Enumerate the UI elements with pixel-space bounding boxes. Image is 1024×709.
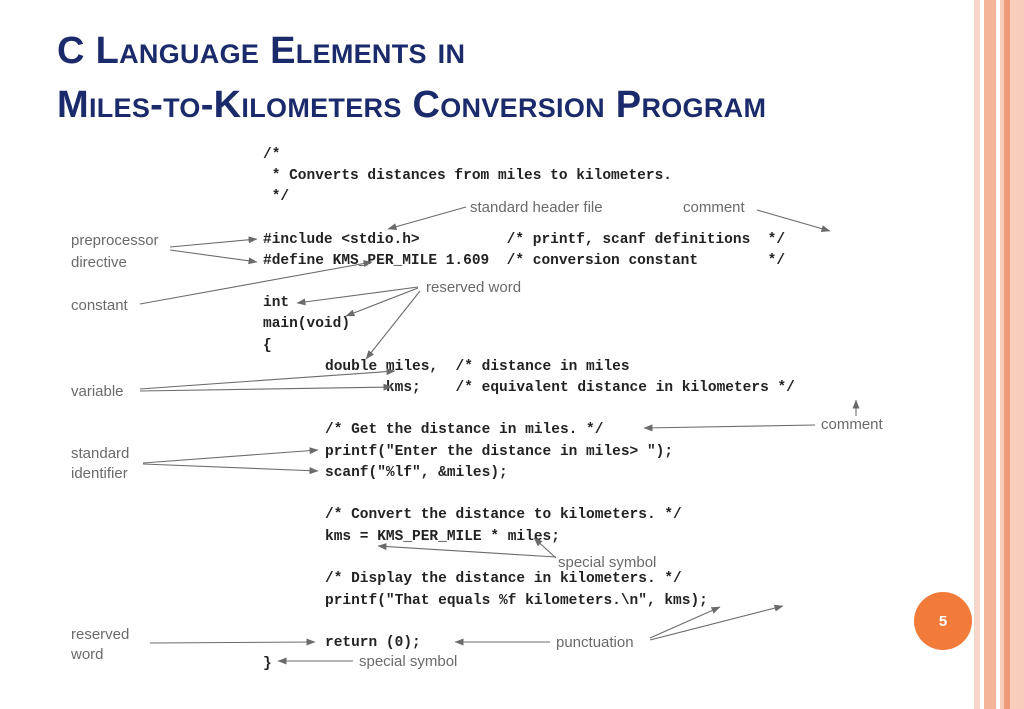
- arrow-comment-top: [757, 210, 830, 231]
- code-line: int: [263, 295, 290, 311]
- label-variable: variable: [71, 383, 124, 400]
- slide-title-line-2: Miles-to-Kilometers Conversion Program: [57, 84, 767, 126]
- code-line: /* Display the distance in kilometers. */: [325, 571, 682, 587]
- code-line: #define KMS_PER_MILE 1.609 /* conversion constant */: [263, 253, 786, 269]
- label-preprocessor: preprocessor: [71, 232, 159, 249]
- arrow-standard-header-file: [388, 207, 466, 229]
- label-special-symbol-mid: special symbol: [558, 554, 657, 571]
- code-line: kms; /* equivalent distance in kilometers */: [325, 380, 795, 396]
- label-reserved: reserved: [71, 626, 130, 643]
- code-listing: [263, 147, 795, 672]
- code-line: return (0);: [325, 635, 421, 651]
- label-standard-header-file: standard header file: [470, 199, 603, 216]
- label-special-symbol-bottom: special symbol: [359, 653, 458, 670]
- code-line: }: [263, 656, 272, 672]
- code-line: printf("Enter the distance in miles> ");: [325, 444, 674, 460]
- arrow-punctuation-paren: [650, 607, 720, 638]
- label-punctuation: punctuation: [556, 634, 634, 651]
- arrow-reserved-double: [366, 291, 420, 359]
- arrow-standard-printf: [143, 450, 318, 463]
- label-comment-right: comment: [821, 416, 883, 433]
- label-standard: standard: [71, 445, 130, 462]
- arrow-standard-scanf: [143, 464, 318, 471]
- code-line: /* Convert the distance to kilometers. */: [325, 507, 682, 523]
- code-line: /*: [263, 147, 281, 163]
- arrow-reserved-return: [150, 642, 315, 643]
- code-line: printf("That equals %f kilometers.\n", kms);: [325, 593, 708, 609]
- label-identifier: identifier: [71, 465, 128, 482]
- label-constant: constant: [71, 297, 128, 314]
- code-line: */: [263, 189, 290, 205]
- code-line: double miles, /* distance in miles: [325, 359, 630, 375]
- slide-number-badge: 5: [914, 592, 972, 650]
- label-word: word: [71, 646, 104, 663]
- slide-title-line-1: C Language Elements in: [57, 30, 466, 72]
- label-directive: directive: [71, 254, 127, 271]
- code-line: {: [263, 338, 272, 354]
- code-line: /* Get the distance in miles. */: [325, 422, 604, 438]
- arrow-preprocessor-include: [170, 239, 257, 247]
- code-line: #include <stdio.h> /* printf, scanf definitions */: [263, 232, 786, 248]
- code-line: scanf("%lf", &miles);: [325, 465, 508, 481]
- code-line: kms = KMS_PER_MILE * miles;: [325, 529, 560, 545]
- code-line: main(void): [263, 316, 351, 332]
- arrow-preprocessor-define: [170, 250, 257, 262]
- label-reserved-word-top: reserved word: [426, 279, 522, 296]
- arrow-punctuation-semicolon: [650, 606, 783, 640]
- label-comment-top: comment: [683, 199, 745, 216]
- code-line: * Converts distances from miles to kilometers.: [263, 168, 672, 184]
- arrow-comment-right: [644, 425, 815, 428]
- arrow-special-equals: [378, 546, 556, 557]
